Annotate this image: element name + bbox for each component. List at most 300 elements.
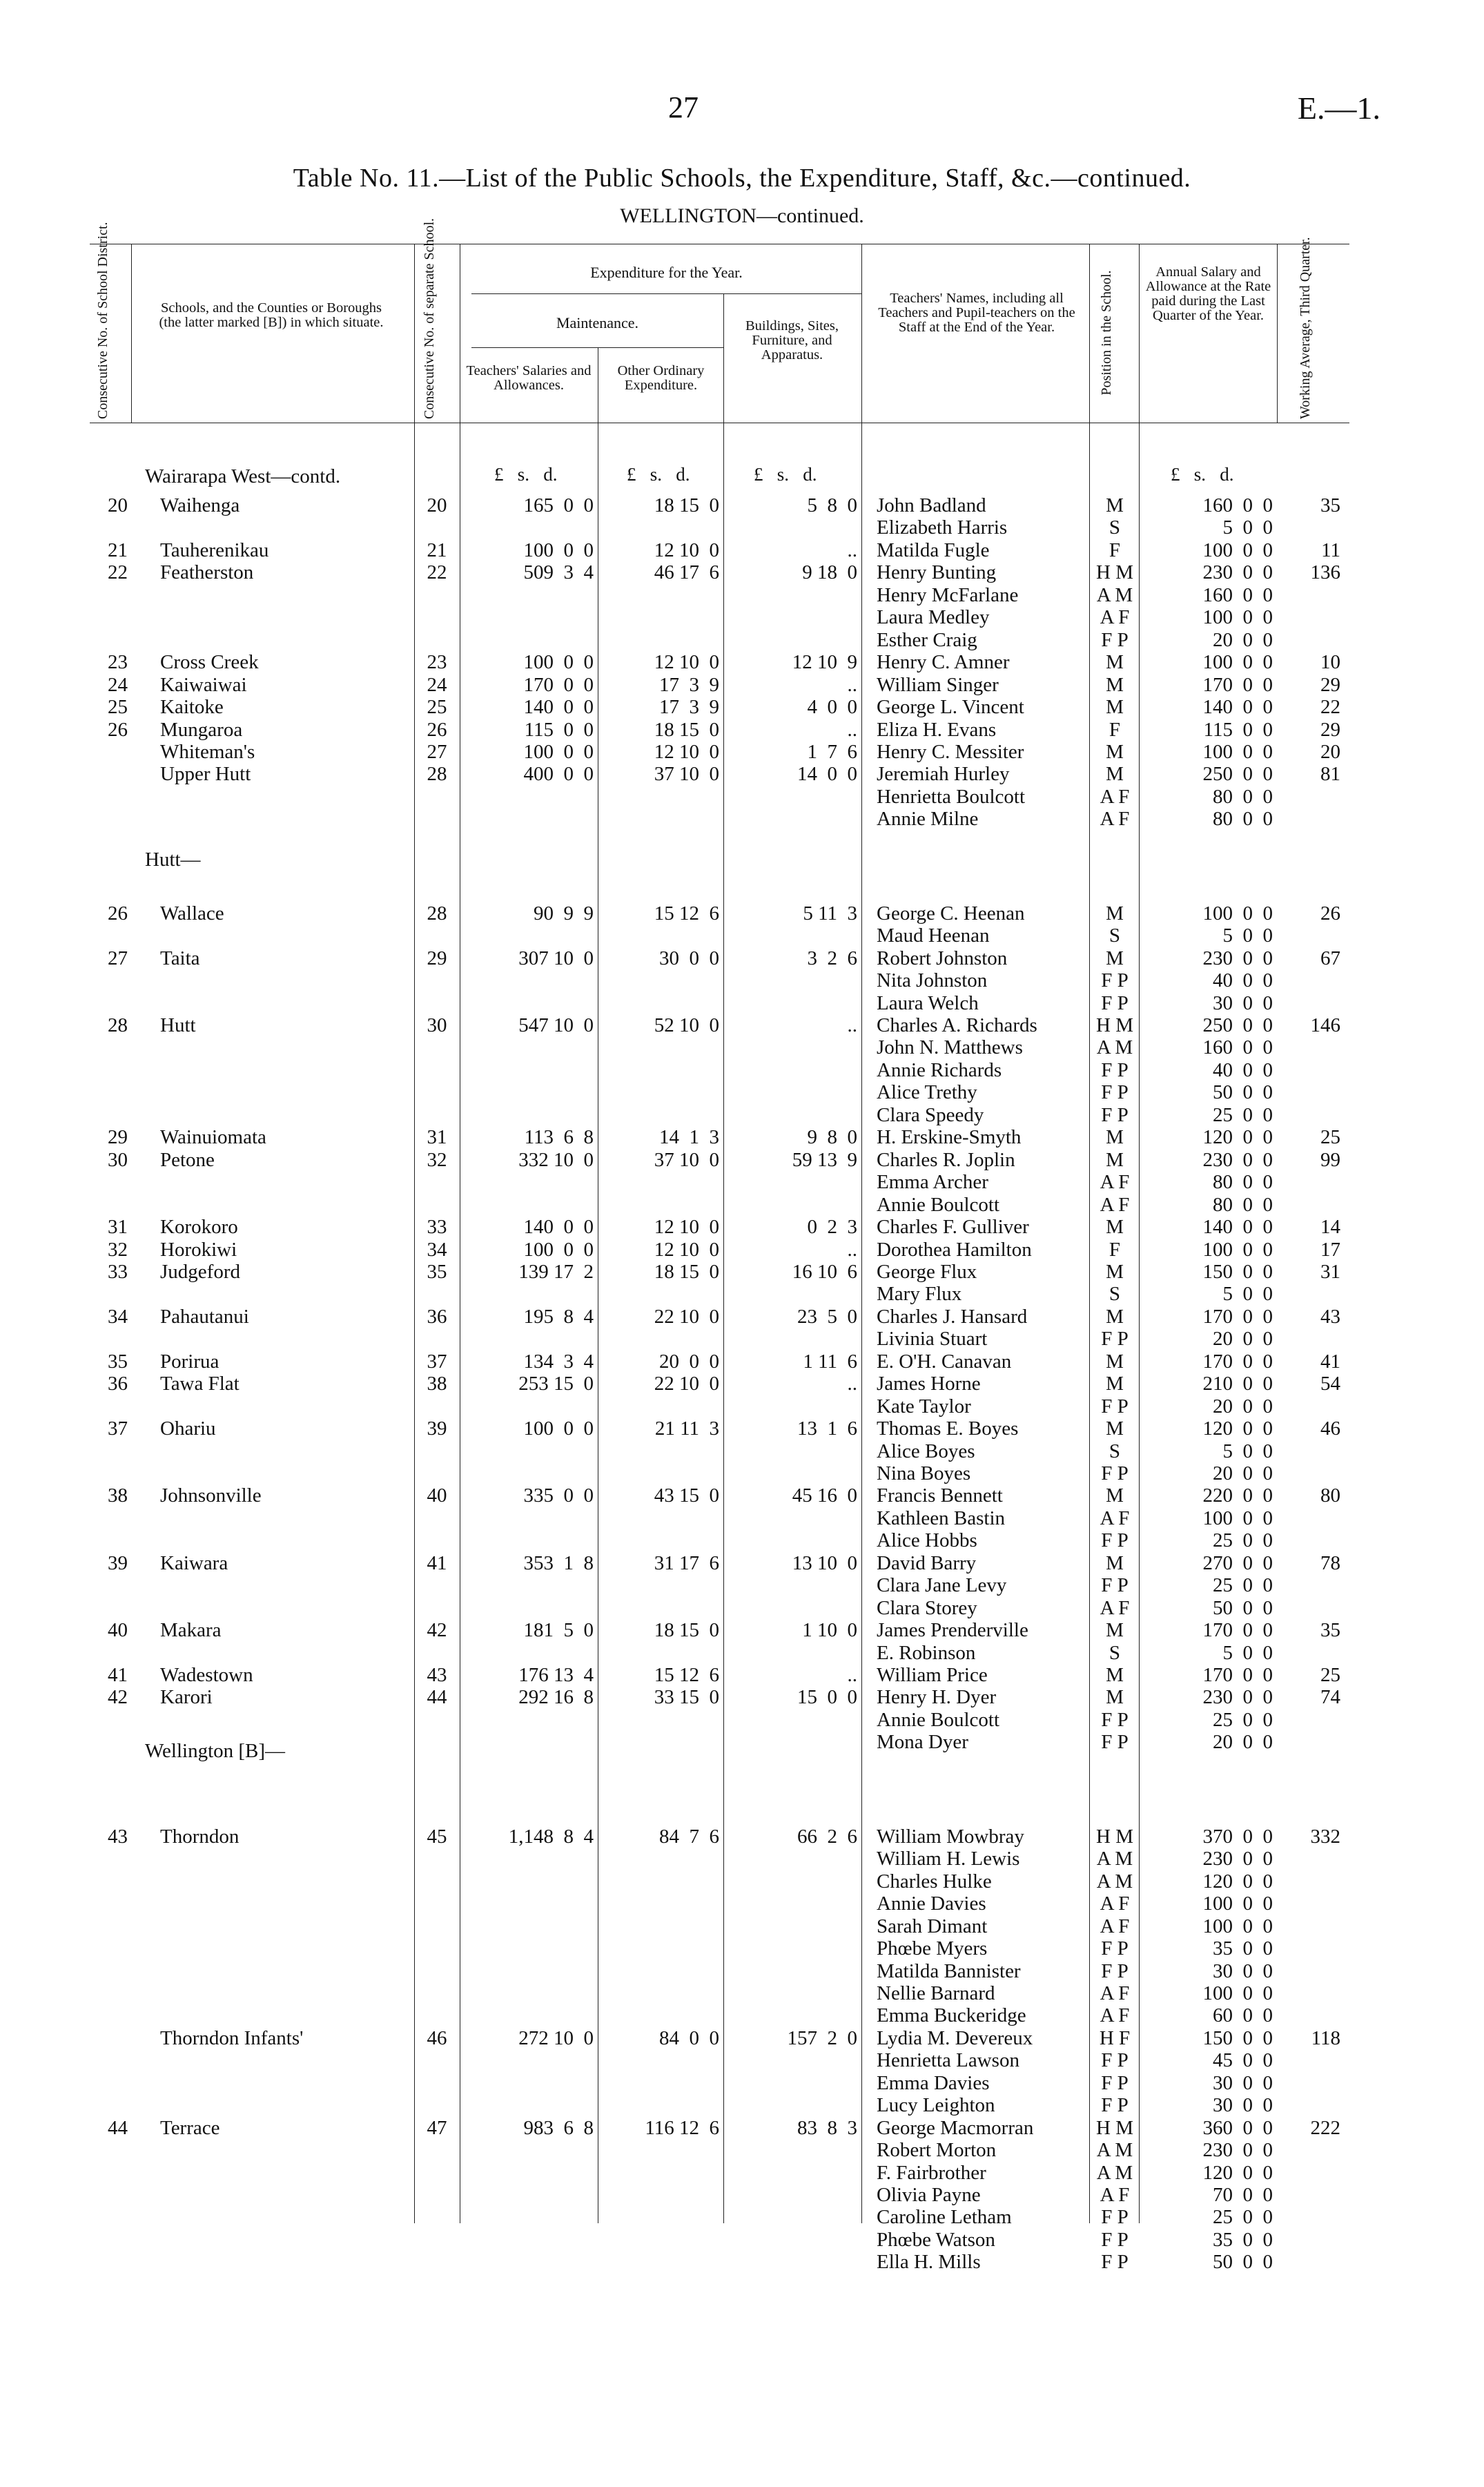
- salary-cell: 230 0 0: [1202, 561, 1273, 583]
- attendance-cell: 41: [1320, 1351, 1340, 1373]
- teacher-name-cell: Annie Davies: [877, 1893, 986, 1915]
- school-no-cell: 23: [427, 651, 447, 673]
- salary-cell: 100 0 0: [1202, 902, 1273, 925]
- teacher-name-cell: George L. Vincent: [877, 696, 1024, 718]
- district-no-cell: 27: [108, 947, 128, 969]
- col-divider: [1139, 244, 1140, 2223]
- buildings-cell: 3 2 6: [807, 947, 857, 969]
- salary-cell: 5 0 0: [1222, 1642, 1273, 1664]
- teacher-name-cell: Emma Archer: [877, 1171, 988, 1193]
- position-cell: M: [1106, 674, 1124, 696]
- position-cell: F P: [1101, 2229, 1129, 2251]
- col-divider: [131, 244, 132, 423]
- teacher-name-cell: Lucy Leighton: [877, 2094, 995, 2116]
- teacher-name-cell: Francis Bennett: [877, 1484, 1003, 1507]
- other-expenditure-cell: 52 10 0: [654, 1014, 719, 1036]
- col-divider: [414, 244, 415, 2223]
- position-cell: F: [1109, 539, 1121, 561]
- other-expenditure-cell: 12 10 0: [654, 1239, 719, 1261]
- position-cell: H M: [1096, 1826, 1133, 1848]
- other-expenditure-cell: 12 10 0: [654, 539, 719, 561]
- district-no-cell: 28: [108, 1014, 128, 1036]
- school-no-cell: 38: [427, 1373, 447, 1395]
- salary-cell: 230 0 0: [1202, 947, 1273, 969]
- school-no-cell: 27: [427, 741, 447, 763]
- teacher-name-cell: E. O'H. Canavan: [877, 1351, 1012, 1373]
- position-cell: M: [1106, 651, 1124, 673]
- district-no-cell: 38: [108, 1484, 128, 1507]
- position-cell: M: [1106, 1552, 1124, 1574]
- header-maintenance: Maintenance.: [556, 314, 639, 331]
- teacher-name-cell: Ella H. Mills: [877, 2251, 981, 2273]
- school-no-cell: 37: [427, 1351, 447, 1373]
- teacher-name-cell: Henrietta Boulcott: [877, 786, 1026, 808]
- teacher-name-cell: Matilda Bannister: [877, 1960, 1021, 1982]
- school-no-cell: 29: [427, 947, 447, 969]
- attendance-cell: 222: [1310, 2117, 1340, 2139]
- attendance-cell: 46: [1320, 1417, 1340, 1440]
- salary-cell: 80 0 0: [1213, 1171, 1273, 1193]
- teacher-name-cell: George Flux: [877, 1261, 977, 1283]
- other-expenditure-cell: 84 7 6: [659, 1826, 719, 1848]
- teacher-name-cell: Esther Craig: [877, 629, 977, 651]
- salaries-cell: 100 0 0: [523, 539, 594, 561]
- buildings-cell: ..: [847, 1014, 857, 1036]
- salary-cell: 160 0 0: [1202, 494, 1273, 516]
- section-label: Wairarapa West—contd.: [145, 465, 341, 487]
- buildings-cell: ..: [847, 719, 857, 741]
- attendance-cell: 80: [1320, 1484, 1340, 1507]
- attendance-cell: 29: [1320, 674, 1340, 696]
- position-cell: M: [1106, 1351, 1124, 1373]
- teacher-name-cell: Clara Jane Levy: [877, 1574, 1007, 1596]
- buildings-cell: 83 8 3: [797, 2117, 857, 2139]
- district-no-cell: 41: [108, 1664, 128, 1686]
- salaries-cell: 332 10 0: [518, 1149, 594, 1171]
- salary-cell: 40 0 0: [1213, 969, 1273, 991]
- salary-cell: 170 0 0: [1202, 1619, 1273, 1641]
- salary-cell: 160 0 0: [1202, 584, 1273, 606]
- section-label: Wellington [B]—: [145, 1740, 286, 1762]
- buildings-cell: 1 11 6: [803, 1351, 857, 1373]
- buildings-cell: 12 10 9: [792, 651, 857, 673]
- position-cell: M: [1106, 1306, 1124, 1328]
- school-no-cell: 44: [427, 1686, 447, 1708]
- attendance-cell: 29: [1320, 719, 1340, 741]
- school-name-cell: Judgeford: [160, 1261, 240, 1283]
- school-name-cell: Terrace: [160, 2117, 220, 2139]
- position-cell: F P: [1101, 1731, 1129, 1753]
- teacher-name-cell: Robert Johnston: [877, 947, 1008, 969]
- buildings-cell: 5 8 0: [807, 494, 857, 516]
- district-no-cell: 35: [108, 1351, 128, 1373]
- header-teachers: Teachers' Names, including all Teachers and Pupil-teachers on the Staff at the End of the Year.: [878, 291, 1075, 335]
- school-no-cell: 45: [427, 1826, 447, 1848]
- teacher-name-cell: Charles J. Hansard: [877, 1306, 1028, 1328]
- salary-cell: 80 0 0: [1213, 808, 1273, 830]
- salary-cell: 100 0 0: [1202, 1982, 1273, 2004]
- teacher-name-cell: Matilda Fugle: [877, 539, 990, 561]
- position-cell: H F: [1099, 2027, 1131, 2049]
- district-no-cell: 33: [108, 1261, 128, 1283]
- school-name-cell: Hutt: [160, 1014, 196, 1036]
- school-no-cell: 24: [427, 674, 447, 696]
- position-cell: A F: [1100, 1194, 1130, 1216]
- header-salary: Annual Salary and Allowance at the Rate paid during the Last Quarter of the Year.: [1145, 264, 1271, 323]
- salary-cell: 120 0 0: [1202, 1417, 1273, 1440]
- position-cell: M: [1106, 1686, 1124, 1708]
- salary-cell: 120 0 0: [1202, 1870, 1273, 1893]
- units-salary: £ s. d.: [1171, 464, 1234, 485]
- other-expenditure-cell: 12 10 0: [654, 651, 719, 673]
- buildings-cell: 1 10 0: [802, 1619, 857, 1641]
- district-no-cell: 32: [108, 1239, 128, 1261]
- attendance-cell: 22: [1320, 696, 1340, 718]
- position-cell: F P: [1101, 2072, 1129, 2094]
- salaries-cell: 170 0 0: [523, 674, 594, 696]
- district-no-cell: 24: [108, 674, 128, 696]
- school-name-cell: Upper Hutt: [160, 763, 251, 785]
- table-title: Table No. 11.—List of the Public Schools, the Expenditure, Staff, &c.—continued.: [293, 164, 1191, 193]
- teacher-name-cell: William H. Lewis: [877, 1848, 1020, 1870]
- salary-cell: 230 0 0: [1202, 2139, 1273, 2161]
- page-number: 27: [668, 90, 699, 124]
- teacher-name-cell: Nina Boyes: [877, 1462, 971, 1484]
- school-name-cell: Waihenga: [160, 494, 240, 516]
- position-cell: M: [1106, 947, 1124, 969]
- salary-cell: 45 0 0: [1213, 2049, 1273, 2071]
- position-cell: M: [1106, 763, 1124, 785]
- district-no-cell: 26: [108, 719, 128, 741]
- header-buildings: Buildings, Sites, Furniture, and Apparatus.: [745, 318, 839, 362]
- header-school-no: Consecutive No. of separate School.: [422, 217, 437, 419]
- school-name-cell: Pahautanui: [160, 1306, 249, 1328]
- attendance-cell: 99: [1320, 1149, 1340, 1171]
- position-cell: A F: [1100, 808, 1130, 830]
- school-no-cell: 42: [427, 1619, 447, 1641]
- district-no-cell: 22: [108, 561, 128, 583]
- school-no-cell: 30: [427, 1014, 447, 1036]
- teacher-name-cell: Henry C. Messiter: [877, 741, 1024, 763]
- salary-cell: 5 0 0: [1222, 1283, 1273, 1305]
- buildings-cell: ..: [847, 674, 857, 696]
- salary-cell: 115 0 0: [1203, 719, 1273, 741]
- other-expenditure-cell: 15 12 6: [654, 1664, 719, 1686]
- salary-cell: 50 0 0: [1213, 1597, 1273, 1619]
- buildings-cell: ..: [847, 1373, 857, 1395]
- other-expenditure-cell: 30 0 0: [659, 947, 719, 969]
- position-cell: F P: [1101, 1960, 1129, 1982]
- school-name-cell: Korokoro: [160, 1216, 238, 1238]
- teacher-name-cell: Henry H. Dyer: [877, 1686, 997, 1708]
- position-cell: S: [1109, 1642, 1121, 1664]
- district-no-cell: 34: [108, 1306, 128, 1328]
- school-name-cell: Wadestown: [160, 1664, 253, 1686]
- attendance-cell: 31: [1320, 1261, 1340, 1283]
- salaries-cell: 90 9 9: [534, 902, 594, 925]
- school-no-cell: 39: [427, 1417, 447, 1440]
- attendance-cell: 136: [1310, 561, 1340, 583]
- teacher-name-cell: Nellie Barnard: [877, 1982, 995, 2004]
- position-cell: A F: [1100, 1597, 1130, 1619]
- school-no-cell: 22: [427, 561, 447, 583]
- position-cell: S: [1109, 925, 1121, 947]
- attendance-cell: 74: [1320, 1686, 1340, 1708]
- buildings-cell: 13 10 0: [792, 1552, 857, 1574]
- school-name-cell: Makara: [160, 1619, 222, 1641]
- position-cell: A F: [1100, 2004, 1130, 2026]
- position-cell: M: [1106, 1664, 1124, 1686]
- school-no-cell: 36: [427, 1306, 447, 1328]
- position-cell: F P: [1101, 1709, 1129, 1731]
- teacher-name-cell: James Horne: [877, 1373, 981, 1395]
- teacher-name-cell: David Barry: [877, 1552, 977, 1574]
- teacher-name-cell: Dorothea Hamilton: [877, 1239, 1032, 1261]
- district-no-cell: 43: [108, 1826, 128, 1848]
- school-no-cell: 21: [427, 539, 447, 561]
- position-cell: A F: [1100, 2184, 1130, 2206]
- attendance-cell: 14: [1320, 1216, 1340, 1238]
- school-name-cell: Wainuiomata: [160, 1126, 266, 1148]
- position-cell: M: [1106, 1619, 1124, 1641]
- district-no-cell: 26: [108, 902, 128, 925]
- salaries-cell: 292 16 8: [518, 1686, 594, 1708]
- other-expenditure-cell: 33 15 0: [654, 1686, 719, 1708]
- buildings-cell: 14 0 0: [797, 763, 857, 785]
- position-cell: F P: [1101, 1104, 1129, 1126]
- salary-cell: 70 0 0: [1213, 2184, 1273, 2206]
- district-no-cell: 37: [108, 1417, 128, 1440]
- salary-cell: 50 0 0: [1213, 1081, 1273, 1103]
- position-cell: S: [1109, 1440, 1121, 1462]
- salary-cell: 210 0 0: [1202, 1373, 1273, 1395]
- position-cell: H M: [1096, 2117, 1133, 2139]
- school-no-cell: 35: [427, 1261, 447, 1283]
- salary-cell: 20 0 0: [1213, 1395, 1273, 1417]
- teacher-name-cell: Phœbe Myers: [877, 1937, 988, 1959]
- teacher-name-cell: Alice Trethy: [877, 1081, 977, 1103]
- buildings-cell: ..: [847, 1664, 857, 1686]
- other-expenditure-cell: 31 17 6: [654, 1552, 719, 1574]
- teacher-name-cell: Clara Storey: [877, 1597, 977, 1619]
- header-salaries: Teachers' Salaries and Allowances.: [466, 363, 592, 393]
- position-cell: F P: [1101, 2206, 1129, 2228]
- other-expenditure-cell: 18 15 0: [654, 1261, 719, 1283]
- salaries-cell: 1,148 8 4: [508, 1826, 594, 1848]
- school-name-cell: Tauherenikau: [160, 539, 269, 561]
- school-no-cell: 32: [427, 1149, 447, 1171]
- school-name-cell: Wallace: [160, 902, 224, 925]
- salary-cell: 230 0 0: [1202, 1848, 1273, 1870]
- school-name-cell: Ohariu: [160, 1417, 216, 1440]
- col-divider: [1277, 244, 1278, 423]
- position-cell: A M: [1096, 584, 1133, 606]
- position-cell: F P: [1101, 2094, 1129, 2116]
- position-cell: M: [1106, 902, 1124, 925]
- salary-cell: 250 0 0: [1202, 1014, 1273, 1036]
- salary-cell: 35 0 0: [1213, 2229, 1273, 2251]
- salaries-cell: 134 3 4: [523, 1351, 594, 1373]
- teacher-name-cell: Nita Johnston: [877, 969, 988, 991]
- other-expenditure-cell: 37 10 0: [654, 1149, 719, 1171]
- salaries-cell: 181 5 0: [523, 1619, 594, 1641]
- district-no-cell: 36: [108, 1373, 128, 1395]
- header-position: Position in the School.: [1099, 270, 1114, 396]
- salary-cell: 160 0 0: [1202, 1036, 1273, 1058]
- header-district-no: Consecutive No. of School District.: [95, 222, 110, 419]
- teacher-name-cell: Robert Morton: [877, 2139, 997, 2161]
- salary-cell: 100 0 0: [1202, 1893, 1273, 1915]
- attendance-cell: 26: [1320, 902, 1340, 925]
- salary-cell: 30 0 0: [1213, 2094, 1273, 2116]
- salary-cell: 100 0 0: [1202, 651, 1273, 673]
- position-cell: A F: [1100, 1507, 1130, 1529]
- attendance-cell: 67: [1320, 947, 1340, 969]
- district-no-cell: 40: [108, 1619, 128, 1641]
- attendance-cell: 78: [1320, 1552, 1340, 1574]
- salary-cell: 5 0 0: [1222, 516, 1273, 539]
- buildings-cell: 16 10 6: [792, 1261, 857, 1283]
- salary-cell: 100 0 0: [1202, 1915, 1273, 1937]
- position-cell: A F: [1100, 1893, 1130, 1915]
- position-cell: S: [1109, 516, 1121, 539]
- position-cell: M: [1106, 1484, 1124, 1507]
- buildings-cell: ..: [847, 539, 857, 561]
- salaries-cell: 307 10 0: [518, 947, 594, 969]
- buildings-cell: 15 0 0: [797, 1686, 857, 1708]
- salary-cell: 370 0 0: [1202, 1826, 1273, 1848]
- position-cell: M: [1106, 1149, 1124, 1171]
- salary-cell: 120 0 0: [1202, 1126, 1273, 1148]
- salary-cell: 230 0 0: [1202, 1149, 1273, 1171]
- salary-cell: 20 0 0: [1213, 629, 1273, 651]
- teacher-name-cell: Lydia M. Devereux: [877, 2027, 1033, 2049]
- salaries-cell: 113 6 8: [524, 1126, 594, 1148]
- salary-cell: 30 0 0: [1213, 2072, 1273, 2094]
- teacher-name-cell: John N. Matthews: [877, 1036, 1023, 1058]
- school-no-cell: 31: [427, 1126, 447, 1148]
- teacher-name-cell: Alice Boyes: [877, 1440, 975, 1462]
- salaries-cell: 195 8 4: [523, 1306, 594, 1328]
- salary-cell: 30 0 0: [1213, 992, 1273, 1014]
- col-divider: [861, 244, 862, 2223]
- position-cell: F P: [1101, 1395, 1129, 1417]
- other-expenditure-cell: 43 15 0: [654, 1484, 719, 1507]
- school-name-cell: Horokiwi: [160, 1239, 237, 1261]
- teacher-name-cell: Henry McFarlane: [877, 584, 1019, 606]
- salaries-cell: 176 13 4: [518, 1664, 594, 1686]
- position-cell: A F: [1100, 786, 1130, 808]
- position-cell: F P: [1101, 992, 1129, 1014]
- col-divider: [723, 293, 724, 2223]
- teacher-name-cell: Mona Dyer: [877, 1731, 968, 1753]
- teacher-name-cell: Emma Buckeridge: [877, 2004, 1026, 2026]
- position-cell: F P: [1101, 1081, 1129, 1103]
- school-no-cell: 28: [427, 763, 447, 785]
- buildings-cell: 9 18 0: [802, 561, 857, 583]
- col-divider: [1089, 244, 1090, 2223]
- position-cell: A F: [1100, 606, 1130, 628]
- attendance-cell: 10: [1320, 651, 1340, 673]
- buildings-cell: 5 11 3: [803, 902, 857, 925]
- position-cell: S: [1109, 1283, 1121, 1305]
- attendance-cell: 332: [1310, 1826, 1340, 1848]
- school-name-cell: Tawa Flat: [160, 1373, 240, 1395]
- buildings-cell: 157 2 0: [787, 2027, 857, 2049]
- school-name-cell: Kaiwaiwai: [160, 674, 247, 696]
- school-name-cell: Johnsonville: [160, 1484, 262, 1507]
- district-no-cell: 25: [108, 696, 128, 718]
- position-cell: M: [1106, 696, 1124, 718]
- salaries-cell: 100 0 0: [523, 1417, 594, 1440]
- school-no-cell: 26: [427, 719, 447, 741]
- other-expenditure-cell: 22 10 0: [654, 1306, 719, 1328]
- position-cell: F P: [1101, 969, 1129, 991]
- position-cell: F P: [1101, 1462, 1129, 1484]
- salary-cell: 220 0 0: [1202, 1484, 1273, 1507]
- salaries-cell: 335 0 0: [523, 1484, 594, 1507]
- school-no-cell: 40: [427, 1484, 447, 1507]
- school-no-cell: 47: [427, 2117, 447, 2139]
- other-expenditure-cell: 12 10 0: [654, 1216, 719, 1238]
- position-cell: F P: [1101, 1328, 1129, 1350]
- teacher-name-cell: Laura Medley: [877, 606, 990, 628]
- position-cell: A M: [1096, 2162, 1133, 2184]
- teacher-name-cell: Henrietta Lawson: [877, 2049, 1019, 2071]
- salaries-cell: 400 0 0: [523, 763, 594, 785]
- salary-cell: 100 0 0: [1202, 606, 1273, 628]
- teacher-name-cell: Clara Speedy: [877, 1104, 984, 1126]
- teacher-name-cell: Jeremiah Hurley: [877, 763, 1010, 785]
- other-expenditure-cell: 22 10 0: [654, 1373, 719, 1395]
- salaries-cell: 509 3 4: [523, 561, 594, 583]
- teacher-name-cell: William Price: [877, 1664, 988, 1686]
- attendance-cell: 11: [1321, 539, 1340, 561]
- position-cell: F P: [1101, 629, 1129, 651]
- teacher-name-cell: William Singer: [877, 674, 999, 696]
- school-name-cell: Porirua: [160, 1351, 219, 1373]
- district-no-cell: 30: [108, 1149, 128, 1171]
- salary-cell: 20 0 0: [1213, 1731, 1273, 1753]
- position-cell: F: [1109, 719, 1121, 741]
- district-no-cell: 39: [108, 1552, 128, 1574]
- salary-cell: 170 0 0: [1202, 1664, 1273, 1686]
- teacher-name-cell: F. Fairbrother: [877, 2162, 986, 2184]
- other-expenditure-cell: 84 0 0: [659, 2027, 719, 2049]
- teacher-name-cell: Mary Flux: [877, 1283, 962, 1305]
- salary-cell: 100 0 0: [1202, 1239, 1273, 1261]
- salaries-cell: 983 6 8: [523, 2117, 594, 2139]
- teacher-name-cell: Livinia Stuart: [877, 1328, 988, 1350]
- teacher-name-cell: Henry C. Amner: [877, 651, 1010, 673]
- salary-cell: 20 0 0: [1213, 1328, 1273, 1350]
- salary-cell: 5 0 0: [1222, 925, 1273, 947]
- position-cell: A F: [1100, 1171, 1130, 1193]
- other-expenditure-cell: 37 10 0: [654, 763, 719, 785]
- position-cell: F P: [1101, 2251, 1129, 2273]
- buildings-cell: 4 0 0: [807, 696, 857, 718]
- teacher-name-cell: Charles A. Richards: [877, 1014, 1037, 1036]
- section-label: Hutt—: [145, 849, 201, 871]
- salary-cell: 25 0 0: [1213, 2206, 1273, 2228]
- position-cell: M: [1106, 494, 1124, 516]
- buildings-cell: 45 16 0: [792, 1484, 857, 1507]
- teacher-name-cell: E. Robinson: [877, 1642, 976, 1664]
- salaries-cell: 115 0 0: [524, 719, 594, 741]
- teacher-name-cell: Kathleen Bastin: [877, 1507, 1006, 1529]
- school-no-cell: 43: [427, 1664, 447, 1686]
- other-expenditure-cell: 15 12 6: [654, 902, 719, 925]
